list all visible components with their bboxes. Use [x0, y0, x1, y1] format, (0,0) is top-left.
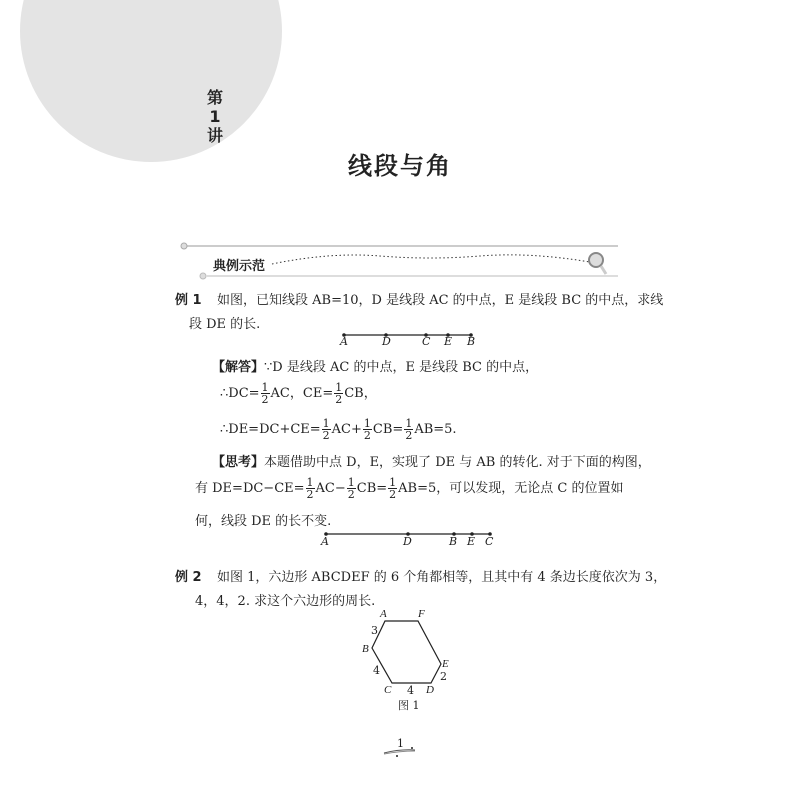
vertex-label: B: [362, 643, 369, 655]
decorative-circle: [20, 0, 282, 162]
example-text: 如图 1，六边形 ABCDEF 的 6 个角都相等，且其中有 4 条边长度依次为 3，: [217, 570, 667, 585]
side-label: 4: [373, 664, 380, 677]
answer-line: [212, 356, 538, 375]
answer-line: ∴DC= $\frac{1}{2}$ AC，CE= $\frac{1}{2}$ CB，: [220, 381, 377, 406]
answer-line: ∴DE=DC+CE= $\frac{1}{2}$ AC+ $\frac{1}{2}$ CB= $\frac{1}{2}$ AB=5.: [220, 417, 457, 442]
page-title: 线段与角: [348, 152, 452, 180]
point-label: D: [403, 535, 412, 548]
think-label: 【思考】: [212, 455, 265, 470]
vertex-label: D: [426, 684, 434, 696]
example-text: 如图，已知线段 AB=10，D 是线段 AC 的中点，E 是线段 BC 的中点，求线: [217, 293, 664, 308]
figure-caption: 图 1: [398, 699, 420, 712]
point-label: E: [467, 535, 476, 548]
segment-figure-1: [330, 328, 490, 350]
section-heading: 典例示范: [213, 259, 266, 274]
answer-label: 【解答】: [212, 360, 265, 375]
lecture-number: [203, 88, 227, 145]
lecture-char: 第: [206, 88, 223, 107]
side-label: 2: [440, 670, 447, 683]
lecture-char: 1: [209, 107, 221, 126]
think-line: [212, 451, 651, 470]
think-line: 有 DE=DC−CE= $\frac{1}{2}$ AC− $\frac{1}{2}$ CB= $\frac{1}{2}$ AB=5，可以发现，无论点 C 的位置如: [195, 476, 624, 501]
vertex-label: A: [380, 608, 387, 620]
point-label: D: [382, 335, 391, 348]
think-text: 何，线段 DE 的长不变.: [195, 514, 332, 529]
page-number: 1: [397, 737, 404, 750]
example-label: 例 1: [175, 293, 202, 308]
example-text: 4，4，2. 求这个六边形的周长.: [195, 594, 376, 609]
point-label: C: [422, 335, 431, 348]
lecture-char: 讲: [206, 126, 223, 145]
point-label: E: [444, 335, 453, 348]
answer-text: ∵D 是线段 AC 的中点，E 是线段 BC 的中点，: [264, 360, 539, 375]
vertex-label: E: [442, 658, 449, 670]
page-ornament: [382, 745, 418, 759]
vertex-label: F: [418, 608, 425, 620]
think-text: 本题借助中点 D，E，实现了 DE 与 AB 的转化. 对于下面的构图，: [264, 455, 651, 470]
point-label: C: [485, 535, 494, 548]
vertex-label: C: [384, 684, 392, 696]
point-label: A: [321, 535, 329, 548]
point-label: A: [340, 335, 348, 348]
magnifier-icon: [589, 253, 603, 267]
section-banner: [0, 230, 800, 280]
point-label: B: [467, 335, 476, 348]
point-label: B: [449, 535, 458, 548]
side-label: 3: [371, 624, 378, 637]
example-text: 段 DE 的长.: [189, 317, 261, 332]
example-label: 例 2: [175, 570, 202, 585]
side-label: 4: [407, 684, 414, 697]
